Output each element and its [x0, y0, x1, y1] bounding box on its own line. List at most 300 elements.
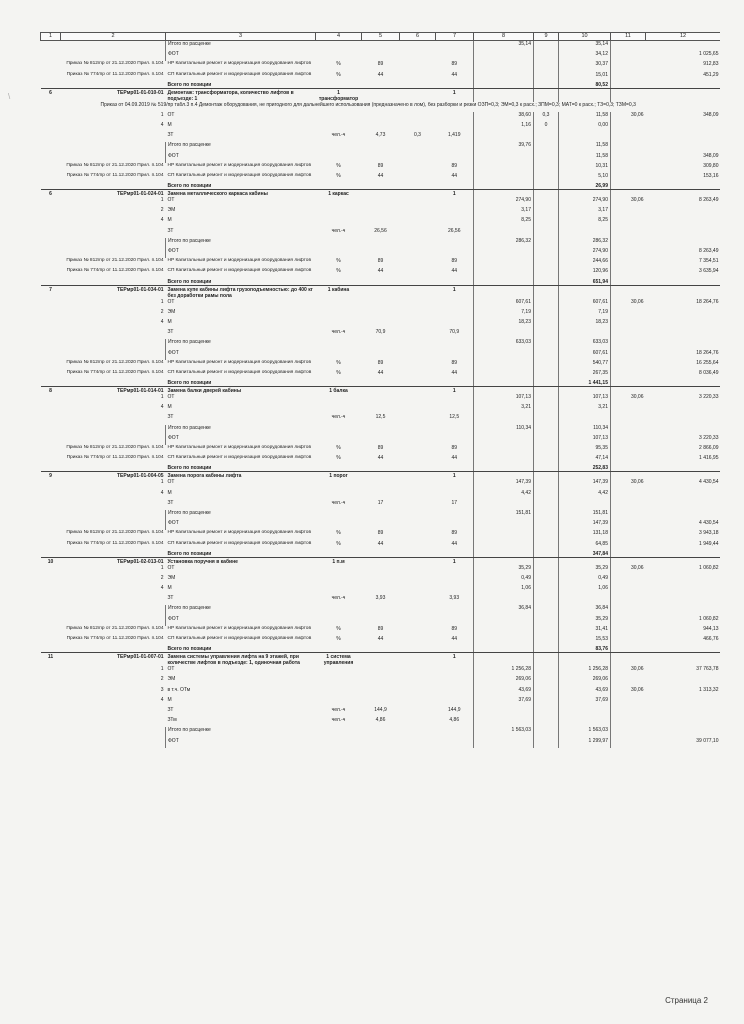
table-cell: 4 [160, 217, 164, 224]
table-cell [61, 329, 166, 339]
table-cell: 131,18 [559, 530, 611, 540]
table-cell: 44 [451, 172, 458, 179]
table-cell [400, 207, 436, 217]
table-cell [400, 500, 436, 510]
table-row [41, 697, 721, 707]
table-cell [559, 285, 611, 299]
table-cell [362, 122, 400, 132]
table-cell: Демонтаж: трансформатора, количество лифтов в подъезде: 1 [166, 88, 316, 102]
table-row [41, 370, 721, 380]
table-cell [559, 88, 611, 102]
table-cell [534, 61, 559, 71]
table-cell: 1 563,03 [474, 727, 534, 737]
table-cell [362, 190, 400, 198]
table-cell [474, 350, 534, 360]
table-cell [362, 435, 400, 445]
table-cell [474, 268, 534, 278]
table-cell [646, 339, 721, 349]
table-cell [362, 575, 400, 585]
table-cell [41, 697, 61, 707]
table-cell: 26,56 [374, 227, 387, 234]
table-cell [362, 738, 400, 748]
table-cell [474, 636, 534, 646]
table-cell: 18 264,76 [696, 349, 719, 356]
table-cell [362, 565, 400, 575]
table-cell [400, 414, 436, 424]
table-cell [400, 520, 436, 530]
table-cell: ЗТ [167, 595, 174, 602]
table-row [41, 319, 721, 329]
position-header-row [41, 557, 721, 565]
table-cell [534, 565, 559, 575]
table-cell: 44 [451, 455, 458, 462]
table-cell: НР Капитальный ремонт и модернизация оборудования лифтов [167, 530, 311, 536]
table-cell: 1,06 [559, 585, 611, 595]
table-cell: 1 [436, 285, 474, 299]
table-cell: Приказ № 774/пр от 11.12.2020 Прил. п.104 [66, 71, 164, 77]
table-cell: 1 система управления [316, 653, 362, 667]
table-cell [611, 676, 646, 686]
table-cell [474, 132, 534, 142]
table-cell [474, 472, 534, 480]
table-cell [611, 425, 646, 435]
table-cell: Всего по позиции [166, 380, 316, 387]
table-cell [534, 472, 559, 480]
table-cell [41, 565, 61, 575]
table-cell: 30,37 [559, 61, 611, 71]
table-cell: ФОТ [166, 248, 316, 258]
table-cell [474, 530, 534, 540]
table-row [41, 585, 721, 595]
subtotal-row [41, 616, 721, 626]
table-cell [400, 88, 436, 102]
table-cell: 3,17 [559, 207, 611, 217]
table-cell: 89 [451, 258, 458, 265]
table-cell [611, 585, 646, 595]
table-cell [61, 500, 166, 510]
table-cell [41, 51, 61, 61]
table-row [41, 112, 721, 122]
table-cell [436, 616, 474, 626]
table-cell: 3 635,94 [699, 268, 719, 275]
table-cell [646, 309, 721, 319]
table-cell [611, 268, 646, 278]
table-cell [436, 142, 474, 152]
table-cell: 34,12 [559, 51, 611, 61]
table-cell: ЗТ [167, 227, 174, 234]
table-cell [534, 490, 559, 500]
table-cell: 4 [160, 585, 164, 592]
table-cell: Приказ № 774/пр от 11.12.2020 Прил. п.104 [66, 636, 164, 641]
table-cell [316, 425, 362, 435]
table-cell: 466,76 [703, 636, 719, 642]
table-cell [611, 217, 646, 227]
table-cell [611, 190, 646, 198]
table-row [41, 666, 721, 676]
table-cell [436, 299, 474, 309]
table-cell: ОТ [167, 479, 175, 486]
table-cell [362, 153, 400, 163]
table-cell [611, 575, 646, 585]
table-cell [41, 435, 61, 445]
table-row [41, 687, 721, 697]
table-cell: ТЕРмр01-01-024-01 [61, 190, 166, 198]
table-cell [646, 387, 721, 395]
table-cell: 5,10 [559, 173, 611, 183]
table-cell [474, 153, 534, 163]
table-cell [400, 173, 436, 183]
position-header-row [41, 285, 721, 299]
table-cell: 286,32 [559, 238, 611, 248]
table-cell: 89 [451, 445, 458, 451]
table-cell: 43,69 [474, 687, 534, 697]
table-cell [534, 248, 559, 258]
table-cell [436, 727, 474, 737]
table-cell [61, 738, 166, 748]
table-row [41, 445, 721, 455]
table-cell: 912,83 [703, 61, 719, 68]
table-cell [316, 490, 362, 500]
table-cell [400, 258, 436, 268]
table-cell: М [167, 404, 172, 411]
table-cell [400, 616, 436, 626]
table-cell: % [336, 530, 341, 537]
subtotal-row [41, 738, 721, 748]
table-cell: 35,14 [474, 41, 534, 52]
table-cell [400, 472, 436, 480]
table-cell [559, 500, 611, 510]
table-cell [436, 394, 474, 404]
table-cell [611, 653, 646, 667]
subtotal-row [41, 605, 721, 615]
table-cell [474, 173, 534, 183]
table-cell [646, 557, 721, 565]
table-cell [646, 717, 721, 727]
table-cell [316, 122, 362, 132]
table-cell [61, 435, 166, 445]
table-cell: 348,09 [703, 152, 719, 159]
table-cell: 147,39 [559, 520, 611, 530]
table-cell: 30,06 [630, 197, 644, 204]
table-cell [474, 541, 534, 551]
table-cell: Приказ № 774/пр от 11.12.2020 Прил. п.104 [66, 268, 164, 274]
table-cell [316, 738, 362, 748]
table-cell [400, 339, 436, 349]
table-cell: 1 [436, 557, 474, 565]
table-cell [400, 707, 436, 717]
table-cell [400, 142, 436, 152]
table-cell [400, 238, 436, 248]
table-cell [474, 616, 534, 626]
table-cell: 36,84 [474, 605, 534, 615]
table-cell: НР Капитальный ремонт и модернизация оборудования лифтов [167, 61, 311, 67]
table-cell: 3,17 [474, 207, 534, 217]
table-cell: 44 [377, 636, 384, 642]
table-cell: ФОТ [166, 738, 316, 748]
table-cell: 1 [436, 190, 474, 198]
table-cell [646, 88, 721, 102]
table-cell [316, 394, 362, 404]
table-cell: Замена металлического каркаса кабины [166, 190, 316, 198]
table-cell: СП Капитальный ремонт и модернизация оборудования лифтов [167, 268, 312, 274]
table-cell: ЗТ [167, 706, 174, 713]
table-row [41, 207, 721, 217]
table-cell: Итого по расценке [166, 510, 316, 520]
table-cell [400, 626, 436, 636]
table-cell [611, 530, 646, 540]
table-row [41, 490, 721, 500]
table-cell [534, 258, 559, 268]
table-cell [646, 414, 721, 424]
table-cell [362, 248, 400, 258]
table-cell [611, 360, 646, 370]
table-cell: 18,23 [474, 319, 534, 329]
table-cell: 633,03 [474, 339, 534, 349]
estimate-table [40, 32, 720, 748]
table-cell [534, 520, 559, 530]
position-header-row [41, 190, 721, 198]
table-cell [646, 425, 721, 435]
table-cell: 39 077,10 [696, 737, 719, 744]
table-cell [474, 557, 534, 565]
table-cell: 83,76 [559, 646, 611, 653]
table-cell: 1 [160, 197, 164, 204]
table-cell: % [336, 172, 341, 179]
table-cell [400, 636, 436, 646]
table-cell: 30,06 [630, 394, 644, 401]
table-cell [611, 626, 646, 636]
subtotal-row [41, 727, 721, 737]
table-cell [400, 676, 436, 686]
table-cell [474, 248, 534, 258]
table-cell [436, 520, 474, 530]
table-cell: 12,5 [375, 414, 386, 421]
table-cell [362, 479, 400, 489]
table-cell [474, 595, 534, 605]
table-cell [362, 676, 400, 686]
table-cell [400, 387, 436, 395]
table-cell [646, 217, 721, 227]
table-cell [646, 575, 721, 585]
table-cell [559, 707, 611, 717]
table-cell: 4 430,54 [699, 479, 719, 486]
table-cell: ЗТ [167, 132, 174, 139]
table-cell: 274,90 [559, 197, 611, 207]
table-cell [400, 350, 436, 360]
table-cell [611, 717, 646, 727]
estimate-table-body [41, 33, 721, 748]
table-cell [559, 595, 611, 605]
table-cell [400, 248, 436, 258]
table-cell [474, 626, 534, 636]
table-cell: 12,5 [449, 414, 460, 421]
table-cell [316, 238, 362, 248]
table-cell: 147,39 [474, 479, 534, 489]
table-cell: 0,3 [542, 111, 550, 118]
table-cell: 1 [160, 564, 164, 571]
table-cell: % [336, 61, 341, 68]
table-cell [559, 132, 611, 142]
table-cell [534, 541, 559, 551]
table-cell [400, 41, 436, 52]
table-cell [400, 455, 436, 465]
table-cell: ФОТ [166, 435, 316, 445]
table-cell: 1 299,97 [559, 738, 611, 748]
table-cell: 244,66 [559, 258, 611, 268]
table-cell [400, 727, 436, 737]
table-cell: 4 [160, 696, 164, 703]
table-cell [41, 122, 61, 132]
table-cell: Приказ № 812/пр от 21.12.2020 Прил. п.104 [66, 625, 164, 631]
table-cell: 30,06 [630, 298, 644, 305]
table-cell [534, 510, 559, 520]
table-cell [400, 565, 436, 575]
table-cell [316, 350, 362, 360]
table-cell: 1 балка [316, 387, 362, 395]
table-cell [41, 479, 61, 489]
table-cell [534, 163, 559, 173]
subtotal-row [41, 51, 721, 61]
table-cell [534, 285, 559, 299]
table-cell: 30,06 [630, 686, 644, 693]
table-cell [534, 455, 559, 465]
table-cell [41, 41, 61, 52]
table-cell: Всего по позиции [166, 82, 316, 89]
column-header: 12 [646, 33, 721, 41]
table-cell [534, 350, 559, 360]
table-cell [534, 676, 559, 686]
table-cell [474, 228, 534, 238]
table-row [41, 707, 721, 717]
table-cell [400, 697, 436, 707]
table-cell: 3,21 [474, 404, 534, 414]
table-cell [611, 697, 646, 707]
table-cell [362, 727, 400, 737]
table-cell [611, 727, 646, 737]
table-cell [400, 285, 436, 299]
table-cell [316, 309, 362, 319]
table-cell [534, 616, 559, 626]
table-cell [362, 387, 400, 395]
table-cell [41, 248, 61, 258]
table-cell: 15,53 [559, 636, 611, 646]
table-cell [436, 575, 474, 585]
table-cell [400, 479, 436, 489]
table-cell: ФОТ [166, 350, 316, 360]
table-cell: 44 [451, 636, 458, 642]
table-cell: 30,06 [630, 111, 644, 118]
table-cell [534, 636, 559, 646]
table-cell: 1 [160, 479, 164, 486]
table-cell: % [336, 258, 341, 265]
table-cell [41, 350, 61, 360]
column-header: 2 [61, 33, 166, 41]
table-cell [611, 153, 646, 163]
table-cell: 6 [41, 88, 61, 102]
table-cell [400, 717, 436, 727]
table-cell: 44 [377, 540, 384, 547]
table-cell [534, 238, 559, 248]
table-cell [400, 268, 436, 278]
table-cell [61, 414, 166, 424]
table-cell: Всего по позиции [166, 551, 316, 558]
table-cell [534, 687, 559, 697]
table-cell [41, 541, 61, 551]
table-cell [474, 707, 534, 717]
table-cell [41, 61, 61, 71]
table-cell [474, 500, 534, 510]
table-cell: М [167, 489, 172, 496]
table-cell [534, 605, 559, 615]
table-cell [41, 595, 61, 605]
table-cell [436, 248, 474, 258]
table-cell [534, 228, 559, 238]
table-cell [41, 585, 61, 595]
table-cell: 37,69 [559, 697, 611, 707]
table-cell: 7,19 [474, 309, 534, 319]
table-cell [316, 404, 362, 414]
table-cell: Всего по позиции [166, 279, 316, 286]
table-cell [611, 329, 646, 339]
table-cell: 4,86 [449, 717, 460, 724]
table-cell [436, 479, 474, 489]
table-cell: ТЕРмр01-01-014-01 [61, 387, 166, 395]
table-cell: 1 [436, 88, 474, 102]
table-cell [400, 738, 436, 748]
table-cell [316, 435, 362, 445]
column-header: 4 [316, 33, 362, 41]
table-cell [362, 309, 400, 319]
table-cell: Итого по расценке [166, 41, 316, 52]
table-cell: 64,85 [559, 541, 611, 551]
table-row [41, 676, 721, 686]
table-cell: 6 [41, 190, 61, 198]
table-cell [611, 51, 646, 61]
table-cell [316, 565, 362, 575]
table-cell: ОТ [167, 564, 175, 571]
table-cell [316, 676, 362, 686]
table-cell [611, 455, 646, 465]
table-cell [61, 41, 166, 52]
table-cell: 89 [451, 530, 458, 537]
table-row [41, 258, 721, 268]
table-cell [41, 687, 61, 697]
table-cell: 3 220,33 [699, 434, 719, 441]
table-cell: 1 [436, 472, 474, 480]
table-cell: СП Капитальный ремонт и модернизация оборудования лифтов [167, 172, 312, 178]
table-cell [41, 626, 61, 636]
table-cell: Приказ № 812/пр от 21.12.2020 Прил. п.104 [66, 162, 164, 168]
table-cell: 17 [377, 499, 384, 506]
table-cell: в т.ч. ОТм [167, 686, 191, 693]
table-cell [559, 329, 611, 339]
table-cell: Приказ № 774/пр от 11.12.2020 Прил. п.104 [66, 455, 164, 461]
table-cell: 107,13 [474, 394, 534, 404]
table-cell [316, 142, 362, 152]
column-header-row [41, 33, 721, 41]
table-row [41, 595, 721, 605]
table-cell: 3,93 [375, 595, 386, 602]
table-cell [534, 153, 559, 163]
table-cell: Приказ № 812/пр от 21.12.2020 Прил. п.104 [66, 445, 164, 450]
table-row [41, 414, 721, 424]
subtotal-row [41, 435, 721, 445]
table-cell: Итого по расценке [166, 605, 316, 615]
table-cell [559, 414, 611, 424]
table-cell [474, 51, 534, 61]
table-cell [41, 394, 61, 404]
table-cell [436, 112, 474, 122]
